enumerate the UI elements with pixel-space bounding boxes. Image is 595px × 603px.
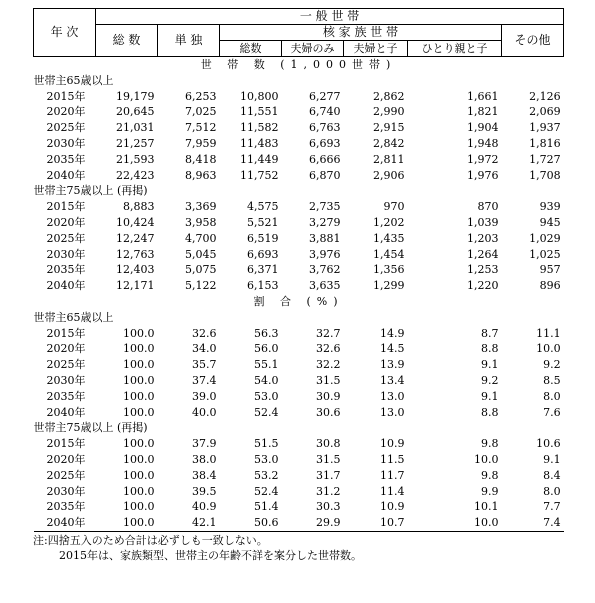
cell-value: 30.6 — [316, 405, 341, 419]
cell-value: 1,356 — [373, 263, 405, 277]
cell-value: 1,253 — [467, 263, 499, 277]
table-row — [34, 104, 564, 120]
row-year: 2030年 — [46, 373, 86, 387]
cell-value: 1,264 — [467, 247, 499, 261]
table-row — [34, 120, 564, 136]
table-row — [34, 247, 564, 263]
cell-value: 7,512 — [185, 121, 217, 135]
cell-value: 8.7 — [481, 326, 499, 340]
cell-value: 6,740 — [309, 105, 341, 119]
cell-value: 53.0 — [254, 452, 279, 466]
cell-value: 7,959 — [185, 136, 217, 150]
cell-value: 54.0 — [254, 373, 279, 387]
cell-value: 896 — [539, 279, 561, 293]
cell-value: 5,045 — [185, 247, 217, 261]
cell-value: 53.0 — [254, 389, 279, 403]
cell-value: 939 — [539, 200, 561, 214]
cell-value: 1,029 — [529, 231, 561, 245]
row-year: 2025年 — [46, 468, 86, 482]
row-year: 2040年 — [46, 405, 86, 419]
cell-value: 32.6 — [316, 342, 341, 356]
row-year: 2015年 — [46, 89, 86, 103]
table-row — [34, 405, 564, 421]
cell-value: 945 — [539, 215, 561, 229]
row-year: 2035年 — [46, 500, 86, 514]
cell-value: 6,371 — [247, 263, 279, 277]
cell-value: 6,763 — [309, 121, 341, 135]
cell-value: 6,693 — [309, 136, 341, 150]
table-row — [34, 326, 564, 342]
table-row — [34, 341, 564, 357]
note-rounding: 注:四捨五入のため合計は必ずしも一致しない。 — [33, 533, 268, 547]
cell-value: 11,449 — [240, 152, 279, 166]
cell-value: 870 — [477, 200, 499, 214]
section-row — [34, 310, 564, 326]
cell-value: 13.4 — [380, 373, 405, 387]
section-row — [34, 183, 564, 199]
table-header — [34, 9, 564, 57]
cell-value: 10.6 — [536, 437, 561, 451]
cell-value: 1,025 — [529, 247, 561, 261]
household-table-sheet — [33, 8, 563, 563]
cell-value: 100.0 — [123, 500, 155, 514]
cell-value: 3,976 — [309, 247, 341, 261]
table-body — [34, 57, 564, 532]
table-row — [34, 389, 564, 405]
cell-value: 1,203 — [467, 231, 499, 245]
cell-value: 1,220 — [467, 279, 499, 293]
cell-value: 6,666 — [309, 152, 341, 166]
row-year: 2040年 — [34, 515, 96, 531]
cell-value: 7.4 — [502, 515, 564, 531]
cell-value: 1,661 — [467, 89, 499, 103]
cell-value: 11.1 — [536, 326, 561, 340]
cell-value: 9.2 — [481, 373, 499, 387]
cell-value: 37.9 — [192, 437, 217, 451]
cell-value: 8.8 — [481, 405, 499, 419]
header-general: 一 般 世 帯 — [96, 9, 564, 25]
row-year: 2020年 — [46, 105, 86, 119]
cell-value: 38.0 — [192, 452, 217, 466]
cell-value: 37.4 — [192, 373, 217, 387]
table-row — [34, 436, 564, 452]
cell-value: 31.2 — [316, 484, 341, 498]
header-nuclear: 核 家 族 世 帯 — [220, 25, 502, 41]
cell-value: 1,435 — [373, 231, 405, 245]
cell-value: 100.0 — [123, 437, 155, 451]
cell-value: 1,821 — [467, 105, 499, 119]
row-year: 2015年 — [46, 326, 86, 340]
cell-value: 14.5 — [380, 342, 405, 356]
cell-value: 100.0 — [123, 342, 155, 356]
cell-value: 100.0 — [123, 326, 155, 340]
cell-value: 19,179 — [116, 89, 155, 103]
header-other: その他 — [502, 25, 564, 57]
cell-value: 35.7 — [192, 358, 217, 372]
cell-value: 40.0 — [192, 405, 217, 419]
table-notes — [33, 533, 563, 563]
cell-value: 32.7 — [316, 326, 341, 340]
row-year: 2025年 — [46, 358, 86, 372]
cell-value: 31.7 — [316, 468, 341, 482]
household-table — [33, 8, 564, 532]
section-label: 世帯主75歳以上 (再掲) — [33, 421, 148, 435]
cell-value: 10.9 — [380, 437, 405, 451]
cell-value: 1,976 — [467, 168, 499, 182]
header-couple-child: 夫婦と子 — [344, 41, 408, 57]
cell-value: 1,454 — [373, 247, 405, 261]
unit-count-row-label: 世 帯 数 (1,000世帯) — [34, 57, 564, 73]
cell-value: 11.7 — [380, 468, 405, 482]
cell-value: 1,299 — [373, 279, 405, 293]
cell-value: 11,582 — [240, 121, 279, 135]
cell-value: 100.0 — [123, 468, 155, 482]
cell-value: 100.0 — [123, 358, 155, 372]
cell-value: 1,972 — [467, 152, 499, 166]
unit-ratio-row — [34, 294, 564, 310]
table-row — [34, 215, 564, 231]
cell-value: 4,575 — [247, 200, 279, 214]
cell-value: 12,403 — [116, 263, 155, 277]
row-year: 2035年 — [46, 263, 86, 277]
cell-value: 30.3 — [316, 500, 341, 514]
section-row — [34, 73, 564, 89]
cell-value: 9.9 — [481, 484, 499, 498]
cell-value: 1,202 — [373, 215, 405, 229]
cell-value: 3,762 — [309, 263, 341, 277]
header-couple: 夫婦のみ — [282, 41, 344, 57]
table-row — [34, 278, 564, 294]
cell-value: 30.8 — [316, 437, 341, 451]
cell-value: 29.9 — [282, 515, 344, 531]
cell-value: 1,708 — [529, 168, 561, 182]
cell-value: 8.0 — [543, 389, 561, 403]
cell-value: 1,904 — [467, 121, 499, 135]
cell-value: 6,519 — [247, 231, 279, 245]
row-year: 2035年 — [46, 152, 86, 166]
row-year: 2025年 — [46, 231, 86, 245]
cell-value: 55.1 — [254, 358, 279, 372]
cell-value: 20,645 — [116, 105, 155, 119]
row-year: 2040年 — [46, 168, 86, 182]
cell-value: 5,521 — [247, 215, 279, 229]
row-year: 2015年 — [46, 437, 86, 451]
cell-value: 12,247 — [116, 231, 155, 245]
cell-value: 6,153 — [247, 279, 279, 293]
cell-value: 10.9 — [380, 500, 405, 514]
row-year: 2035年 — [46, 389, 86, 403]
cell-value: 10.0 — [536, 342, 561, 356]
table-row — [34, 357, 564, 373]
cell-value: 3,881 — [309, 231, 341, 245]
cell-value: 51.5 — [254, 437, 279, 451]
cell-value: 56.3 — [254, 326, 279, 340]
cell-value: 100.0 — [123, 484, 155, 498]
cell-value: 1,727 — [529, 152, 561, 166]
section-label: 世帯主65歳以上 — [33, 73, 114, 87]
header-year: 年 次 — [34, 9, 96, 57]
cell-value: 42.1 — [158, 515, 220, 531]
row-year: 2015年 — [46, 200, 86, 214]
cell-value: 3,958 — [185, 215, 217, 229]
cell-value: 11.5 — [380, 452, 405, 466]
table-row — [34, 373, 564, 389]
cell-value: 3,279 — [309, 215, 341, 229]
cell-value: 8,418 — [185, 152, 217, 166]
cell-value: 40.9 — [192, 500, 217, 514]
cell-value: 10.7 — [344, 515, 408, 531]
cell-value: 6,870 — [309, 168, 341, 182]
table-row — [34, 199, 564, 215]
cell-value: 100.0 — [123, 452, 155, 466]
table-row — [34, 499, 564, 515]
cell-value: 39.5 — [192, 484, 217, 498]
cell-value: 7,025 — [185, 105, 217, 119]
cell-value: 2,069 — [529, 105, 561, 119]
cell-value: 1,948 — [467, 136, 499, 150]
cell-value: 9.1 — [481, 358, 499, 372]
cell-value: 9.2 — [543, 358, 561, 372]
cell-value: 5,122 — [185, 279, 217, 293]
cell-value: 31.5 — [316, 373, 341, 387]
cell-value: 52.4 — [254, 405, 279, 419]
cell-value: 6,693 — [247, 247, 279, 261]
row-year: 2025年 — [46, 121, 86, 135]
table-row — [34, 168, 564, 184]
cell-value: 970 — [383, 200, 405, 214]
cell-value: 11.4 — [380, 484, 405, 498]
section-label: 世帯主75歳以上 (再掲) — [33, 184, 148, 198]
cell-value: 2,126 — [529, 89, 561, 103]
row-year: 2020年 — [46, 215, 86, 229]
cell-value: 32.2 — [316, 358, 341, 372]
cell-value: 9.1 — [543, 452, 561, 466]
table-row — [34, 89, 564, 105]
cell-value: 21,257 — [116, 136, 155, 150]
row-year: 2030年 — [46, 136, 86, 150]
cell-value: 38.4 — [192, 468, 217, 482]
table-row — [34, 136, 564, 152]
cell-value: 100.0 — [123, 373, 155, 387]
cell-value: 10.0 — [408, 515, 502, 531]
cell-value: 14.9 — [380, 326, 405, 340]
cell-value: 957 — [539, 263, 561, 277]
cell-value: 11,551 — [240, 105, 279, 119]
cell-value: 9.8 — [481, 437, 499, 451]
cell-value: 34.0 — [192, 342, 217, 356]
cell-value: 2,862 — [373, 89, 405, 103]
cell-value: 13.0 — [380, 389, 405, 403]
cell-value: 13.9 — [380, 358, 405, 372]
cell-value: 50.6 — [220, 515, 282, 531]
cell-value: 3,369 — [185, 200, 217, 214]
row-year: 2020年 — [46, 342, 86, 356]
section-label: 世帯主65歳以上 — [33, 310, 114, 324]
cell-value: 7.7 — [543, 500, 561, 514]
cell-value: 8.5 — [543, 373, 561, 387]
cell-value: 10,424 — [116, 215, 155, 229]
unit-count-row — [34, 57, 564, 73]
cell-value: 1,937 — [529, 121, 561, 135]
cell-value: 10,800 — [240, 89, 279, 103]
table-row — [34, 262, 564, 278]
cell-value: 3,635 — [309, 279, 341, 293]
table-row — [34, 515, 564, 531]
header-total: 総 数 — [96, 25, 158, 57]
row-year: 2030年 — [46, 484, 86, 498]
cell-value: 6,277 — [309, 89, 341, 103]
unit-ratio-row-label: 割 合 (%) — [253, 294, 344, 308]
row-year: 2020年 — [46, 452, 86, 466]
cell-value: 12,171 — [116, 279, 155, 293]
cell-value: 10.1 — [474, 500, 499, 514]
cell-value: 10.0 — [474, 452, 499, 466]
cell-value: 2,990 — [373, 105, 405, 119]
cell-value: 2,735 — [309, 200, 341, 214]
table-row — [34, 452, 564, 468]
header-nuclear-total: 総数 — [220, 41, 282, 57]
cell-value: 100.0 — [96, 515, 158, 531]
cell-value: 7.6 — [543, 405, 561, 419]
cell-value: 21,593 — [116, 152, 155, 166]
cell-value: 53.2 — [254, 468, 279, 482]
header-single-parent: ひとり親と子 — [408, 41, 502, 57]
cell-value: 39.0 — [192, 389, 217, 403]
cell-value: 100.0 — [123, 405, 155, 419]
cell-value: 12,763 — [116, 247, 155, 261]
cell-value: 8,963 — [185, 168, 217, 182]
section-row — [34, 420, 564, 436]
row-year: 2040年 — [46, 279, 86, 293]
cell-value: 30.9 — [316, 389, 341, 403]
cell-value: 31.5 — [316, 452, 341, 466]
cell-value: 11,752 — [240, 168, 279, 182]
table-row — [34, 484, 564, 500]
cell-value: 5,075 — [185, 263, 217, 277]
cell-value: 52.4 — [254, 484, 279, 498]
cell-value: 22,423 — [116, 168, 155, 182]
table-row — [34, 231, 564, 247]
cell-value: 51.4 — [254, 500, 279, 514]
cell-value: 6,253 — [185, 89, 217, 103]
cell-value: 9.8 — [481, 468, 499, 482]
cell-value: 2,842 — [373, 136, 405, 150]
cell-value: 8,883 — [123, 200, 155, 214]
cell-value: 8.8 — [481, 342, 499, 356]
cell-value: 8.0 — [543, 484, 561, 498]
table-row — [34, 468, 564, 484]
cell-value: 1,816 — [529, 136, 561, 150]
header-single: 単 独 — [158, 25, 220, 57]
cell-value: 21,031 — [116, 121, 155, 135]
cell-value: 8.4 — [543, 468, 561, 482]
cell-value: 2,906 — [373, 168, 405, 182]
cell-value: 100.0 — [123, 389, 155, 403]
cell-value: 1,039 — [467, 215, 499, 229]
table-row — [34, 152, 564, 168]
cell-value: 32.6 — [192, 326, 217, 340]
cell-value: 11,483 — [240, 136, 279, 150]
cell-value: 13.0 — [380, 405, 405, 419]
cell-value: 56.0 — [254, 342, 279, 356]
row-year: 2030年 — [46, 247, 86, 261]
cell-value: 4,700 — [185, 231, 217, 245]
note-2015: 2015年は、家族類型、世帯主の年齢不詳を案分した世帯数。 — [59, 548, 362, 562]
cell-value: 2,811 — [373, 152, 405, 166]
cell-value: 2,915 — [373, 121, 405, 135]
cell-value: 9.1 — [481, 389, 499, 403]
